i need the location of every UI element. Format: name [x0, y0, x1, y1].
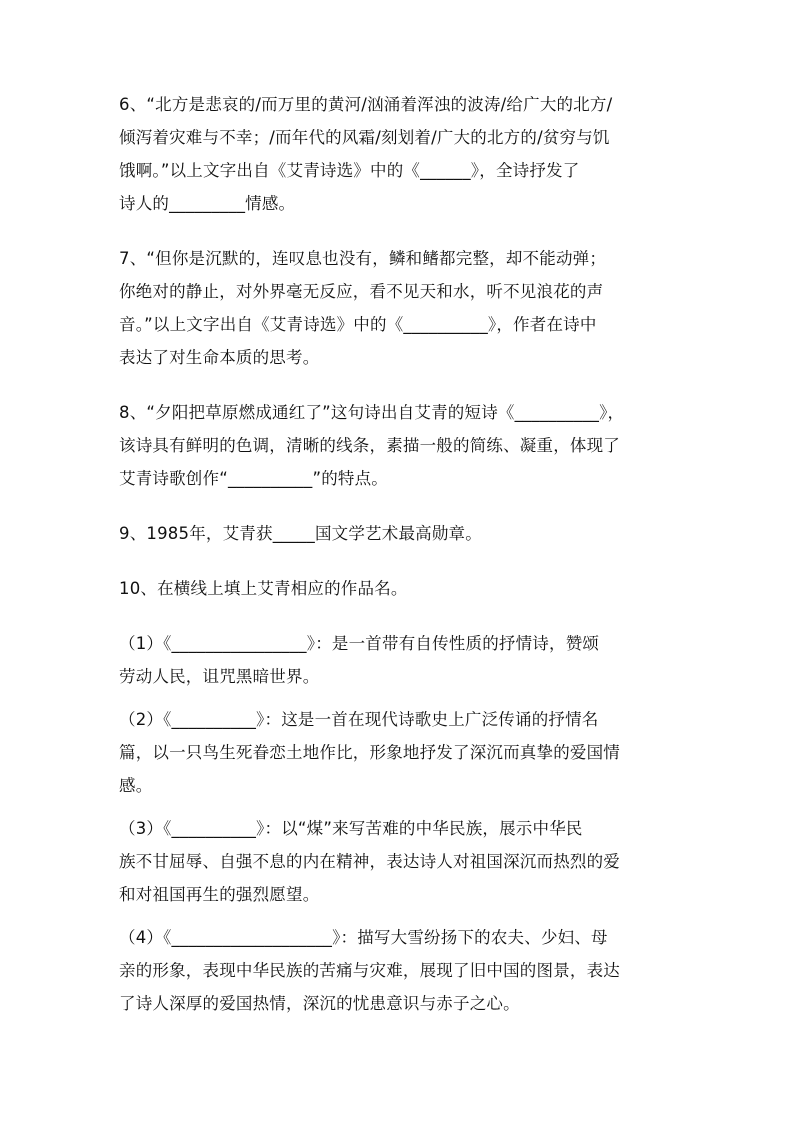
question-10-item-line: （4）《___________________》：描写大雪纷扬下的农夫、少妇、母: [119, 928, 608, 947]
question-10-item-line: 篇，以一只鸟生死眷恋土地作比，形象地抒发了深沉而真挚的爱国情: [119, 743, 620, 762]
question-10-title: 10、在横线上填上艾青相应的作品名。: [119, 579, 408, 598]
document-page: [119, 88, 699, 1020]
question-7: [119, 242, 699, 374]
question-7-line: 表达了对生命本质的思考。: [119, 348, 320, 367]
question-10-item-line: （2）《__________》：这是一首在现代诗歌史上广泛传诵的抒情名: [119, 710, 599, 729]
question-9: [119, 517, 699, 550]
question-6-line: 饿啊。”以上文字出自《艾青诗选》中的《______》，全诗抒发了: [119, 161, 580, 180]
question-10-item-2: [119, 703, 699, 802]
question-7-line: 你绝对的静止，对外界毫无反应，看不见天和水，听不见浪花的声: [119, 282, 604, 301]
question-6: [119, 88, 699, 220]
question-6-line: 诗人的_________情感。: [119, 194, 296, 213]
question-10-item-line: 亲的形象，表现中华民族的苦痛与灾难，展现了旧中国的图景，表达: [119, 961, 620, 980]
question-10-item-line: 劳动人民，诅咒黑暗世界。: [119, 667, 320, 686]
question-10-item-line: 和对祖国再生的强烈愿望。: [119, 885, 320, 904]
question-10-item-1: [119, 627, 699, 693]
question-10-item-line: （3）《__________》：以“煤”来写苦难的中华民族，展示中华民: [119, 819, 583, 838]
question-6-line: 倾泻着灾难与不幸；/而年代的风霜/刻划着/广大的北方的/贫穷与饥: [119, 128, 610, 147]
question-8-line: 该诗具有鲜明的色调，清晰的线条，素描一般的简练、凝重，体现了: [119, 436, 620, 455]
question-10-item-4: [119, 921, 699, 1020]
question-10-item-line: （1）《________________》：是一首带有自传性质的抒情诗，赞颂: [119, 634, 600, 653]
question-8-line: 8、“夕阳把草原燃成通红了”这句诗出自艾青的短诗《__________》，: [119, 403, 625, 422]
question-10-item-line: 族不甘屈辱、自强不息的内在精神，表达诗人对祖国深沉而热烈的爱: [119, 852, 620, 871]
question-9-line: 9、1985年，艾青获_____国文学艺术最高勋章。: [119, 524, 482, 543]
question-10-item-line: 感。: [119, 776, 153, 795]
question-8-line: 艾青诗歌创作“__________”的特点。: [119, 469, 388, 488]
question-7-line: 音。”以上文字出自《艾青诗选》中的《__________》，作者在诗中: [119, 315, 597, 334]
question-10-item-line: 了诗人深厚的爱国热情，深沉的忧患意识与赤子之心。: [119, 994, 520, 1013]
question-7-line: 7、“但你是沉默的，连叹息也没有，鳞和鳍都完整，却不能动弹；: [119, 249, 607, 268]
question-10: [119, 572, 699, 605]
question-8: [119, 396, 699, 495]
question-6-line: 6、“北方是悲哀的/而万里的黄河/汹涌着浑浊的波涛/给广大的北方/: [119, 95, 613, 114]
question-10-item-3: [119, 812, 699, 911]
